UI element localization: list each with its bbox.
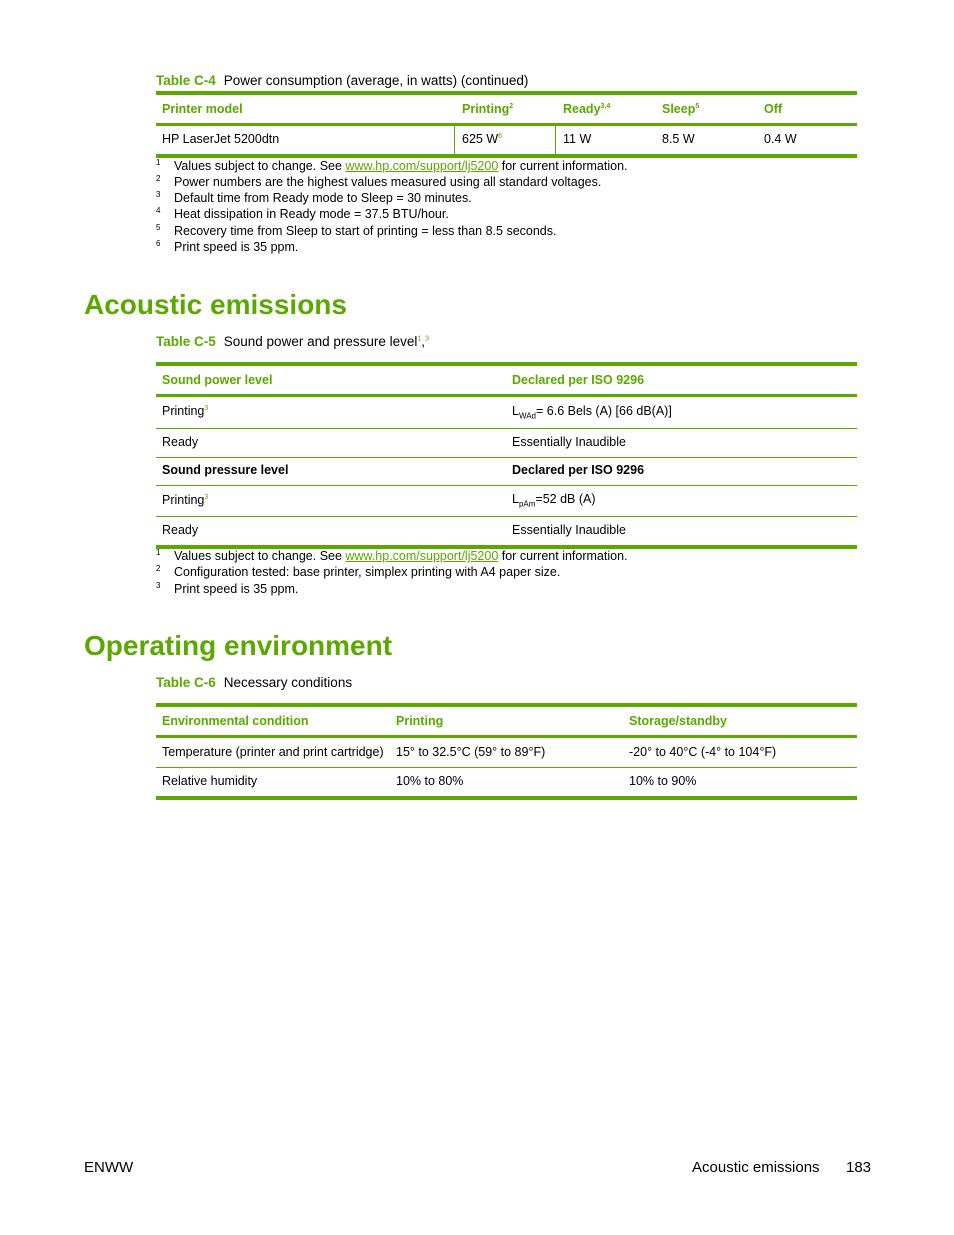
column-divider: [555, 126, 556, 154]
table-cell: Ready: [162, 523, 199, 537]
table-bottom-rule: [156, 154, 857, 158]
table-cell: 10% to 90%: [629, 774, 697, 788]
column-header-declared: Declared per ISO 9296: [512, 373, 645, 387]
table-title: Necessary conditions: [223, 675, 353, 690]
table-cell-sleep: 8.5 W: [662, 132, 695, 146]
table-subheader: Declared per ISO 9296: [512, 463, 645, 477]
section-heading-operating: Operating environment: [84, 630, 393, 661]
section-heading-acoustic: Acoustic emissions: [84, 289, 347, 320]
table-cell: $L_{WAd}= 6.6$ Bels (A) [66 dB(A)]: [512, 404, 672, 421]
support-link[interactable]: www.hp.com/support/lj5200: [345, 549, 499, 563]
table-bottom-rule: [156, 796, 857, 800]
table-cell-printing: 625 $W^6$: [462, 132, 503, 146]
table-caption: Table C-5 Sound power and pressure level$^1$,$^3$: [156, 334, 429, 349]
support-link[interactable]: www.hp.com/support/lj5200: [345, 159, 499, 173]
table-cell-ready: 11 W: [563, 132, 592, 146]
table-cell: 15° to 32.5°C (59° to 89°F): [396, 745, 546, 759]
row-divider: [156, 767, 857, 768]
table-header-rule: [156, 123, 857, 126]
column-header-environmental: Environmental condition: [162, 714, 309, 728]
page-number: 183: [846, 1159, 872, 1176]
table-caption: [156, 73, 528, 88]
table-header-rule: [156, 735, 857, 738]
row-divider: [156, 457, 857, 458]
footer-label: ENWW: [84, 1159, 134, 1176]
table-title: Power consumption (average, in watts) (continued): [223, 73, 529, 88]
table-id: Table C-6: [156, 675, 216, 690]
table-cell: Relative humidity: [162, 774, 258, 788]
table-cell: Printing$^3$: [162, 493, 209, 507]
column-header-off: Off: [764, 102, 783, 116]
row-divider: [156, 516, 857, 517]
table-cell: Essentially Inaudible: [512, 435, 626, 449]
table-cell: Temperature (printer and print cartridge): [162, 745, 384, 759]
table-subheader: Sound pressure level: [162, 463, 289, 477]
table-cell: -20° to 40°C (-4° to 104°F): [629, 745, 777, 759]
table-id: Table C-4: [156, 73, 216, 88]
column-header-printer-model: Printer model: [162, 102, 243, 116]
table-top-rule: [156, 362, 857, 366]
table-cell: Printing$^3$: [162, 404, 209, 418]
table-id: Table C-5: [156, 334, 216, 349]
column-header-sleep: Sleep$^5$: [662, 102, 700, 116]
table-cell: 10% to 80%: [396, 774, 464, 788]
table-top-rule: [156, 91, 857, 95]
table-header-rule: [156, 394, 857, 397]
table-caption: [156, 675, 352, 690]
table-cell: $L_{pAm}=52$ dB (A): [512, 492, 596, 509]
table-cell: Essentially Inaudible: [512, 523, 626, 537]
row-divider: [156, 428, 857, 429]
table-cell-off: 0.4 W: [764, 132, 797, 146]
table-cell: Ready: [162, 435, 199, 449]
column-header-printing: Printing$^2$: [462, 102, 514, 116]
footer-section: Acoustic emissions: [692, 1159, 820, 1176]
column-header-ready: Ready$^{3,4}$: [563, 102, 611, 116]
table-cell-model: HP LaserJet 5200dtn: [162, 132, 280, 146]
row-divider: [156, 485, 857, 486]
table-top-rule: [156, 703, 857, 707]
column-header-sound-power: Sound power level: [162, 373, 273, 387]
column-header-printing: Printing: [396, 714, 444, 728]
column-divider: [454, 126, 455, 154]
column-header-storage: Storage/standby: [629, 714, 727, 728]
table-title: Sound power and pressure level: [223, 334, 418, 349]
